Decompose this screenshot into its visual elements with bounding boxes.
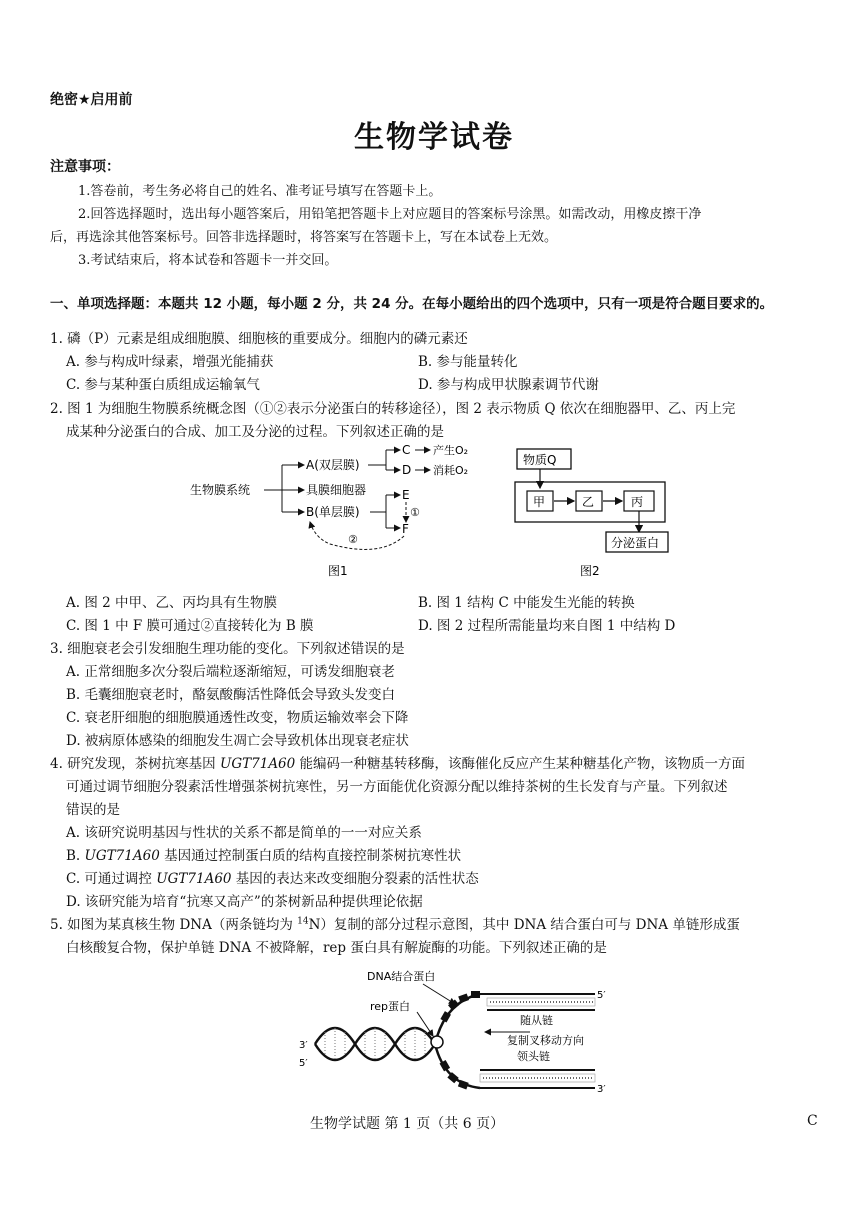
helix-5prime: 5′ [299, 1058, 308, 1069]
q4-stem-text-b: 能编码一种糖基转移酶，该酶催化反应产生某种糖基化产物，该物质一方面 [295, 756, 746, 772]
q2-stem-line2: 成某种分泌蛋白的合成、加工及分泌的过程。下列叙述正确的是 [66, 424, 444, 440]
fig1-node-d: D [402, 463, 412, 477]
lower-3prime: 3′ [597, 1084, 606, 1095]
fig2-caption: 图2 [580, 564, 600, 578]
q4-c-text: 基因的表达来改变细胞分裂素的活性状态 [231, 871, 479, 887]
q4-b-prefix: B. [66, 848, 85, 864]
fig1-produce-o2: 产生O₂ [433, 444, 469, 457]
q5-stem-line1 [50, 913, 740, 933]
fig1-path-2: ② [348, 533, 358, 546]
confidential-label: 绝密★启用前 [50, 92, 133, 108]
fig1-root-label: 生物膜系统 [190, 483, 251, 497]
fig2-substance-q: 物质Q [523, 453, 557, 467]
q3-stem: 3. 细胞衰老会引发细胞生理功能的变化。下列叙述错误的是 [50, 641, 405, 657]
figure-1-membrane-system [190, 440, 490, 585]
notice-heading: 注意事项： [50, 159, 120, 175]
figure-2-secretion-process [510, 440, 675, 585]
rep-protein-label: rep蛋白 [370, 1000, 411, 1013]
q2-option-b: B. 图 1 结构 C 中能发生光能的转换 [418, 595, 635, 611]
q3-option-d: D. 被病原体感染的细胞发生凋亡会导致机体出现衰老症状 [66, 733, 409, 749]
fork-direction-label: 复制叉移动方向 [507, 1034, 584, 1047]
leading-strand-label: 领头链 [517, 1050, 550, 1063]
fig2-organelle-yi: 乙 [582, 495, 595, 509]
q4-stem-line3: 错误的是 [66, 802, 120, 818]
helix-3prime: 3′ [299, 1040, 308, 1051]
q3-option-a: A. 正常细胞多次分裂后端粒逐渐缩短，可诱发细胞衰老 [66, 664, 395, 680]
q2-option-d: D. 图 2 过程所需能量均来自图 1 中结构 D [418, 618, 676, 634]
q4-b-text: 基因通过控制蛋白质的结构直接控制茶树抗寒性状 [159, 848, 462, 864]
fig2-organelle-jia: 甲 [533, 495, 546, 509]
version-tag: C [807, 1113, 818, 1129]
q4-option-d: D. 该研究能为培育“抗寒又高产”的茶树新品种提供理论依据 [66, 894, 423, 910]
fig1-node-e: E [402, 488, 410, 502]
q4-stem-line2: 可通过调节细胞分裂素活性增强茶树抗寒性，另一方面能优化资源分配以维持茶树的生长发育与产量。下列叙述 [66, 779, 728, 795]
notice-item-1: 1.答卷前，考生务必将自己的姓名、准考证号填写在答题卡上。 [78, 184, 442, 199]
q5-stem-text-a: 5. 如图为某真核生物 DNA（两条链均为 [50, 917, 298, 933]
page-title: 生物学试卷 [354, 120, 514, 155]
figure-dna-replication [295, 962, 615, 1102]
q4-c-prefix: C. 可通过调控 [66, 871, 157, 887]
q4-option-b [66, 844, 461, 864]
fig1-node-b: B(单层膜) [306, 505, 360, 519]
fig1-node-c: C [402, 443, 411, 457]
fig1-node-mid: 具膜细胞器 [306, 483, 367, 497]
q2-option-a: A. 图 2 中甲、乙、丙均具有生物膜 [66, 595, 278, 611]
upper-5prime: 5′ [597, 990, 606, 1001]
fig2-secreted-protein: 分泌蛋白 [611, 536, 660, 550]
q4-gene-name: UGT71A60 [219, 756, 296, 772]
dna-binding-protein-label: DNA结合蛋白 [367, 970, 436, 983]
fig1-node-f: F [402, 522, 409, 536]
q4-c-gene: UGT71A60 [156, 871, 232, 887]
fig1-consume-o2: 消耗O₂ [433, 464, 469, 477]
q1-stem: 1. 磷（P）元素是组成细胞膜、细胞核的重要成分。细胞内的磷元素还 [50, 331, 468, 347]
q3-option-b: B. 毛囊细胞衰老时，酪氨酸酶活性降低会导致头发变白 [66, 687, 396, 703]
q1-option-b: B. 参与能量转化 [418, 354, 518, 370]
fig1-path-1: ① [410, 506, 420, 519]
q4-option-a: A. 该研究说明基因与性状的关系不都是简单的一一对应关系 [66, 825, 422, 841]
q5-stem-text-b: N）复制的部分过程示意图，其中 DNA 结合蛋白可与 DNA 单链形成蛋 [308, 917, 740, 933]
notice-item-2: 2.回答选择题时，选出每小题答案后，用铅笔把答题卡上对应题目的答案标号涂黑。如需改动，用橡皮擦干净 [78, 207, 702, 222]
q5-isotope-sup: 14 [297, 916, 309, 927]
fig1-caption: 图1 [328, 564, 348, 578]
notice-item-3: 3.考试结束后，将本试卷和答题卡一并交回。 [78, 253, 338, 268]
q4-stem-line1 [50, 752, 745, 772]
q2-option-c: C. 图 1 中 F 膜可通过②直接转化为 B 膜 [66, 618, 314, 634]
q2-stem-line1: 2. 图 1 为细胞生物膜系统概念图（①②表示分泌蛋白的转移途径），图 2 表示物质 Q 依次在细胞器甲、乙、丙上完 [50, 401, 736, 417]
q1-option-a: A. 参与构成叶绿素，增强光能捕获 [66, 354, 274, 370]
q1-option-d: D. 参与构成甲状腺素调节代谢 [418, 377, 599, 393]
lagging-strand-label: 随从链 [520, 1014, 553, 1027]
notice-item-2-cont: 后，再选涂其他答案标号。回答非选择题时，将答案写在答题卡上，写在本试卷上无效。 [50, 230, 558, 245]
q3-option-c: C. 衰老肝细胞的细胞膜通透性改变，物质运输效率会下降 [66, 710, 409, 726]
fig1-node-a: A(双层膜) [306, 458, 360, 472]
q1-option-c: C. 参与某种蛋白质组成运输氧气 [66, 377, 260, 393]
section-heading: 一、单项选择题：本题共 12 小题，每小题 2 分，共 24 分。在每小题给出的四个选项中，只有一项是符合题目要求的。 [50, 296, 774, 312]
q4-stem-text-a: 4. 研究发现，茶树抗寒基因 [50, 756, 220, 772]
page-footer: 生物学试题 第 1 页（共 6 页） [310, 1116, 505, 1132]
q5-stem-line2: 白核酸复合物，保护单链 DNA 不被降解，rep 蛋白具有解旋酶的功能。下列叙述正确的是 [66, 940, 607, 956]
fig2-organelle-bing: 丙 [631, 495, 644, 509]
q4-option-c [66, 867, 479, 887]
q4-b-gene: UGT71A60 [84, 848, 160, 864]
